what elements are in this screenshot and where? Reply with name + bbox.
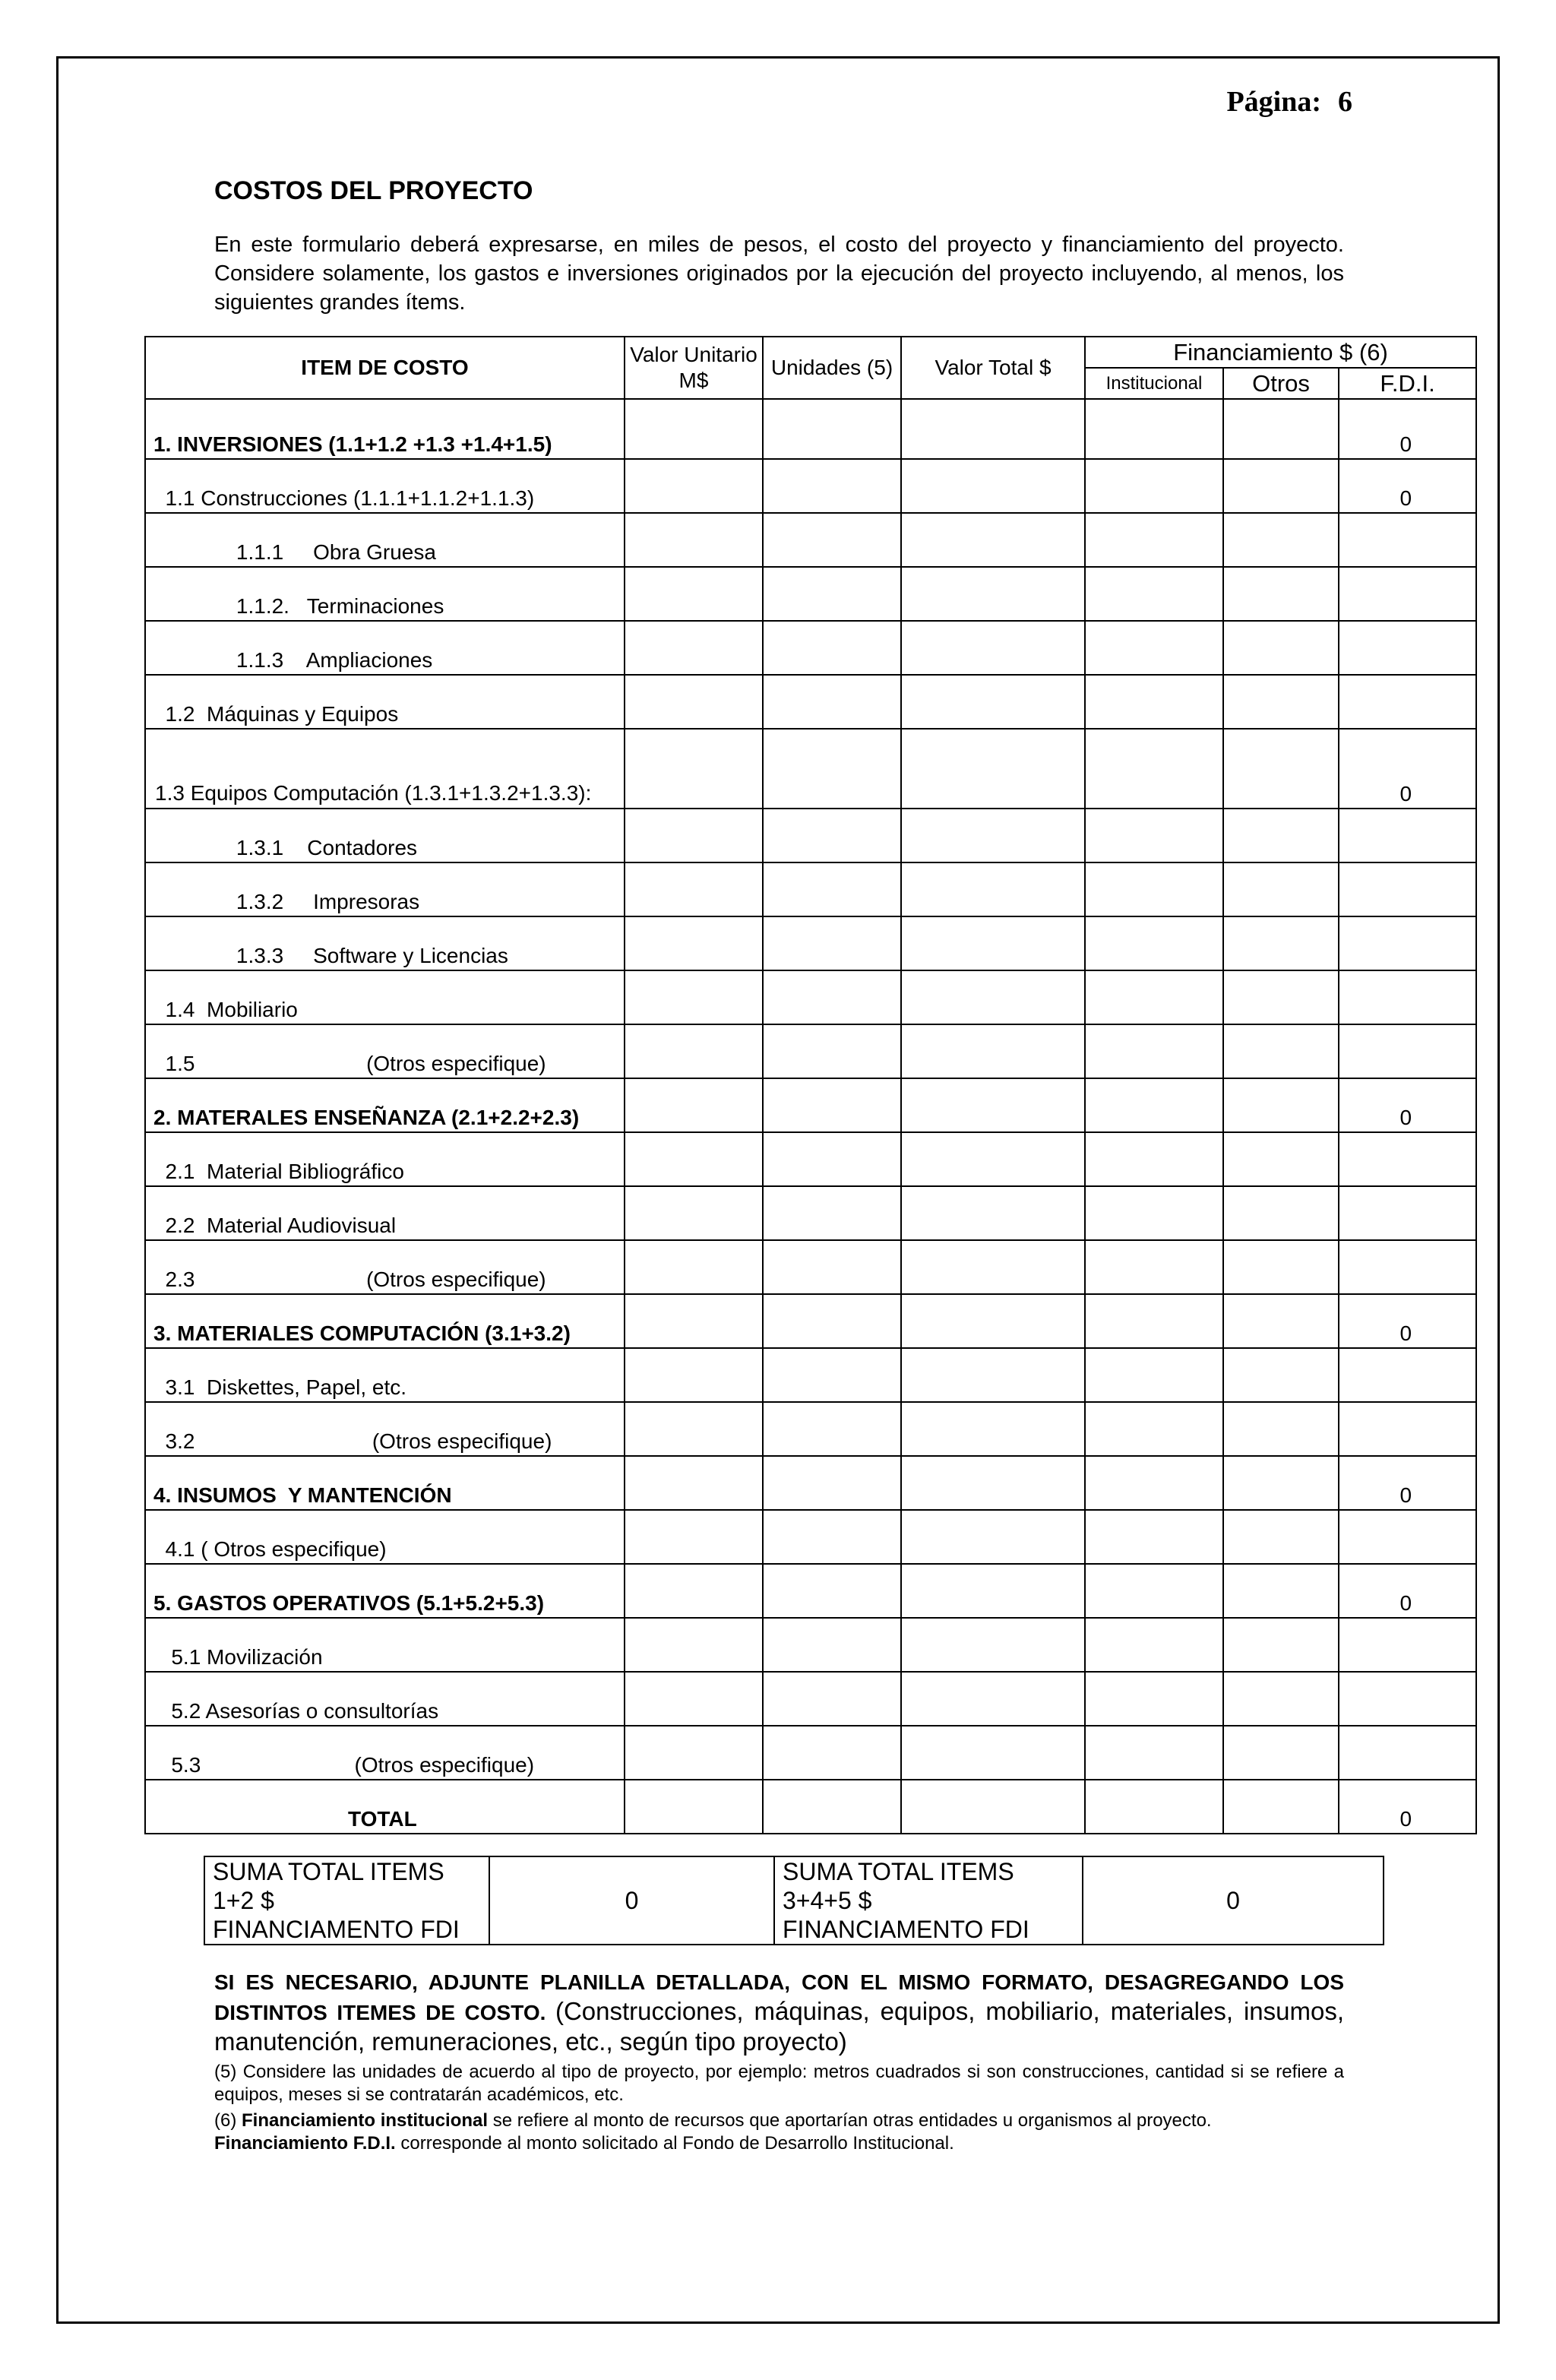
item-label: 4.1 ( Otros especifique) (145, 1510, 625, 1564)
table-row (145, 1402, 1476, 1456)
item-label: 1.3.3 Software y Licencias (145, 916, 625, 970)
table-row (145, 1186, 1476, 1240)
otros-cell[interactable] (1223, 916, 1339, 970)
header-valor-unitario: Valor Unitario M$ (625, 337, 763, 399)
valor-total-cell[interactable] (901, 916, 1085, 970)
fdi-cell[interactable]: 0 (1339, 1456, 1476, 1510)
table-row (145, 916, 1476, 970)
unidades-cell[interactable] (763, 1510, 901, 1564)
item-label: 5.1 Movilización (145, 1618, 625, 1672)
unidades-cell[interactable] (763, 1402, 901, 1456)
page-number-value: 6 (1338, 86, 1352, 118)
fdi-cell[interactable]: 0 (1339, 399, 1476, 459)
unidades-cell[interactable] (763, 1618, 901, 1672)
item-label: 2.3 (Otros especifique) (145, 1240, 625, 1294)
table-row (145, 1456, 1476, 1510)
valor-unitario-cell[interactable] (625, 1240, 763, 1294)
table-row (145, 1672, 1476, 1726)
institucional-cell[interactable] (1085, 1132, 1223, 1186)
institucional-cell[interactable] (1085, 513, 1223, 567)
valor-unitario-cell[interactable] (625, 459, 763, 513)
detail-instruction (214, 1968, 1344, 2058)
header-unidades: Unidades (5) (763, 337, 901, 399)
valor-total-cell[interactable] (901, 1564, 1085, 1618)
item-label: 1.1 Construcciones (1.1.1+1.1.2+1.1.3) (145, 459, 625, 513)
valor-unitario-cell[interactable] (625, 1456, 763, 1510)
table-row (145, 1564, 1476, 1618)
valor-total-cell[interactable] (901, 809, 1085, 862)
otros-cell[interactable] (1223, 1672, 1339, 1726)
valor-total-cell[interactable] (901, 1348, 1085, 1402)
valor-total-cell[interactable] (901, 862, 1085, 916)
table-row (145, 1078, 1476, 1132)
valor-total-cell[interactable] (901, 1078, 1085, 1132)
table-row (145, 675, 1476, 729)
valor-unitario-cell[interactable] (625, 1780, 763, 1834)
otros-cell[interactable] (1223, 1726, 1339, 1780)
unidades-cell[interactable] (763, 1564, 901, 1618)
item-label: 1.2 Máquinas y Equipos (145, 675, 625, 729)
institucional-cell[interactable] (1085, 1726, 1223, 1780)
unidades-cell[interactable] (763, 1672, 901, 1726)
fdi-cell[interactable] (1339, 513, 1476, 567)
institucional-cell[interactable] (1085, 1564, 1223, 1618)
fdi-cell[interactable] (1339, 675, 1476, 729)
cost-table (144, 336, 1477, 1834)
unidades-cell[interactable] (763, 1078, 901, 1132)
valor-total-cell[interactable] (901, 1726, 1085, 1780)
table-row (145, 567, 1476, 621)
header-otros: Otros (1223, 368, 1339, 399)
page-number (1226, 85, 1352, 119)
item-label: 1.1.2. Terminaciones (145, 567, 625, 621)
total-label: TOTAL (145, 1780, 625, 1834)
valor-unitario-cell[interactable] (625, 1186, 763, 1240)
item-label: 1.1.3 Ampliaciones (145, 621, 625, 675)
valor-unitario-cell[interactable] (625, 399, 763, 459)
valor-unitario-cell[interactable] (625, 1618, 763, 1672)
header-item-de-costo: ITEM DE COSTO (145, 337, 625, 399)
unidades-cell[interactable] (763, 1024, 901, 1078)
fdi-cell[interactable]: 0 (1339, 729, 1476, 809)
item-label: 2.1 Material Bibliográfico (145, 1132, 625, 1186)
otros-cell[interactable] (1223, 1186, 1339, 1240)
institucional-cell[interactable] (1085, 1618, 1223, 1672)
valor-unitario-cell[interactable] (625, 1510, 763, 1564)
valor-total-cell[interactable] (901, 729, 1085, 809)
summary-value-items-1-2: 0 (489, 1856, 774, 1945)
valor-unitario-cell[interactable] (625, 1078, 763, 1132)
otros-cell[interactable] (1223, 567, 1339, 621)
otros-cell[interactable] (1223, 621, 1339, 675)
fdi-cell[interactable] (1339, 1024, 1476, 1078)
summary-label-items-1-2: SUMA TOTAL ITEMS 1+2 $ FINANCIAMENTO FDI (204, 1856, 489, 1945)
valor-unitario-cell[interactable] (625, 513, 763, 567)
institucional-cell[interactable] (1085, 729, 1223, 809)
otros-cell[interactable] (1223, 862, 1339, 916)
item-label: 1.3.1 Contadores (145, 809, 625, 862)
otros-cell[interactable] (1223, 513, 1339, 567)
header-institucional: Institucional (1085, 368, 1223, 399)
table-row (145, 970, 1476, 1024)
item-label: 5. GASTOS OPERATIVOS (5.1+5.2+5.3) (145, 1564, 625, 1618)
institucional-cell[interactable] (1085, 1456, 1223, 1510)
otros-cell[interactable] (1223, 459, 1339, 513)
valor-unitario-cell[interactable] (625, 1348, 763, 1402)
valor-unitario-cell[interactable] (625, 1726, 763, 1780)
table-row (145, 621, 1476, 675)
table-row (145, 399, 1476, 459)
fdi-cell[interactable] (1339, 567, 1476, 621)
item-label: 1. INVERSIONES (1.1+1.2 +1.3 +1.4+1.5) (145, 399, 625, 459)
fdi-cell[interactable] (1339, 916, 1476, 970)
fdi-cell[interactable] (1339, 1672, 1476, 1726)
item-label: 2.2 Material Audiovisual (145, 1186, 625, 1240)
institucional-cell[interactable] (1085, 1672, 1223, 1726)
table-row (145, 809, 1476, 862)
header-fdi: F.D.I. (1339, 368, 1476, 399)
fdi-cell[interactable] (1339, 1726, 1476, 1780)
valor-total-cell[interactable] (901, 621, 1085, 675)
valor-total-cell[interactable] (901, 1456, 1085, 1510)
fdi-cell[interactable] (1339, 862, 1476, 916)
page-title: COSTOS DEL PROYECTO (214, 176, 533, 205)
institucional-cell[interactable] (1085, 1186, 1223, 1240)
institucional-cell[interactable] (1085, 399, 1223, 459)
table-row (145, 1726, 1476, 1780)
otros-cell[interactable] (1223, 1402, 1339, 1456)
otros-cell[interactable] (1223, 399, 1339, 459)
otros-cell[interactable] (1223, 1132, 1339, 1186)
unidades-cell[interactable] (763, 1186, 901, 1240)
table-row (145, 1510, 1476, 1564)
institucional-cell[interactable] (1085, 1024, 1223, 1078)
valor-unitario-cell[interactable] (625, 970, 763, 1024)
page-number-label: Página: (1226, 86, 1321, 118)
institucional-cell[interactable] (1085, 970, 1223, 1024)
fdi-cell[interactable] (1339, 809, 1476, 862)
fdi-cell[interactable] (1339, 1186, 1476, 1240)
note-6-bold: Financiamiento institucional (242, 2110, 489, 2131)
item-label: 1.4 Mobiliario (145, 970, 625, 1024)
fdi-cell[interactable] (1339, 1132, 1476, 1186)
valor-total-cell[interactable] (901, 1240, 1085, 1294)
valor-unitario-cell[interactable] (625, 729, 763, 809)
valor-total-cell[interactable] (901, 1618, 1085, 1672)
valor-unitario-cell[interactable] (625, 1024, 763, 1078)
item-label: 5.2 Asesorías o consultorías (145, 1672, 625, 1726)
unidades-cell[interactable] (763, 675, 901, 729)
table-row (145, 729, 1476, 809)
total-row (145, 1780, 1476, 1834)
valor-unitario-cell[interactable] (625, 567, 763, 621)
institucional-cell[interactable] (1085, 1510, 1223, 1564)
note-6-prefix: (6) (214, 2110, 237, 2131)
footnotes (214, 1968, 1344, 2155)
item-label: 1.3 Equipos Computación (1.3.1+1.3.2+1.3.3): (145, 729, 625, 809)
table-row (145, 1024, 1476, 1078)
fdi-cell[interactable]: 0 (1339, 459, 1476, 513)
unidades-cell[interactable] (763, 567, 901, 621)
unidades-cell[interactable] (763, 513, 901, 567)
fdi-cell[interactable]: 0 (1339, 1078, 1476, 1132)
otros-cell[interactable] (1223, 970, 1339, 1024)
header-valor-total: Valor Total $ (901, 337, 1085, 399)
item-label: 1.5 (Otros especifique) (145, 1024, 625, 1078)
unidades-cell[interactable] (763, 970, 901, 1024)
valor-total-cell[interactable] (901, 1402, 1085, 1456)
table-row (145, 1240, 1476, 1294)
note-5: (5) Considere las unidades de acuerdo al tipo de proyecto, por ejemplo: metros cuadrados si son construcciones, cantidad si se refiere a equipos, meses si se contratarán académicos, etc. (214, 2062, 1344, 2105)
institucional-cell[interactable] (1085, 621, 1223, 675)
valor-unitario-cell[interactable] (625, 916, 763, 970)
valor-total-cell[interactable] (901, 1132, 1085, 1186)
valor-total-cell[interactable] (901, 1294, 1085, 1348)
detail-instruction-text: (Construcciones, máquinas, equipos, mobiliario, materiales, insumos, manutención, remuneraciones, etc., según tipo proyecto) (214, 1997, 1345, 2056)
valor-total-cell[interactable] (901, 1186, 1085, 1240)
institucional-cell[interactable] (1085, 916, 1223, 970)
institucional-cell[interactable] (1085, 1294, 1223, 1348)
unidades-cell[interactable] (763, 916, 901, 970)
table-row (145, 1348, 1476, 1402)
otros-cell[interactable] (1223, 1078, 1339, 1132)
institucional-cell[interactable] (1085, 459, 1223, 513)
institucional-cell[interactable] (1085, 1078, 1223, 1132)
valor-total-cell[interactable] (901, 459, 1085, 513)
valor-unitario-cell[interactable] (625, 675, 763, 729)
note-6 (214, 2109, 1344, 2155)
otros-cell[interactable] (1223, 1348, 1339, 1402)
valor-total-cell[interactable] (901, 1780, 1085, 1834)
item-label: 5.3 (Otros especifique) (145, 1726, 625, 1780)
institucional-cell[interactable] (1085, 1240, 1223, 1294)
otros-cell[interactable] (1223, 1240, 1339, 1294)
valor-unitario-cell[interactable] (625, 1672, 763, 1726)
summary-row (204, 1856, 1384, 1945)
unidades-cell[interactable] (763, 1132, 901, 1186)
unidades-cell[interactable] (763, 621, 901, 675)
valor-total-cell[interactable] (901, 1024, 1085, 1078)
fdi-cell[interactable]: 0 (1339, 1564, 1476, 1618)
otros-cell[interactable] (1223, 1564, 1339, 1618)
table-row (145, 459, 1476, 513)
valor-total-cell[interactable] (901, 970, 1085, 1024)
detail-instruction-bold: SI ES NECESARIO, ADJUNTE PLANILLA DETALLADA, CON EL MISMO FORMATO, DESAGREGANDO LOS DISTINTOS ITEMES DE COSTO. (214, 1970, 1344, 2024)
valor-unitario-cell[interactable] (625, 621, 763, 675)
otros-cell[interactable] (1223, 1294, 1339, 1348)
valor-unitario-cell[interactable] (625, 809, 763, 862)
unidades-cell[interactable] (763, 862, 901, 916)
valor-unitario-cell[interactable] (625, 1294, 763, 1348)
valor-total-cell[interactable] (901, 567, 1085, 621)
item-label: 3.2 (Otros especifique) (145, 1402, 625, 1456)
note-7-bold: Financiamiento F.D.I. (214, 2133, 396, 2154)
otros-cell[interactable] (1223, 809, 1339, 862)
valor-total-cell[interactable] (901, 399, 1085, 459)
valor-unitario-cell[interactable] (625, 1132, 763, 1186)
table-row (145, 862, 1476, 916)
fdi-cell[interactable] (1339, 621, 1476, 675)
fdi-cell[interactable]: 0 (1339, 1294, 1476, 1348)
unidades-cell[interactable] (763, 399, 901, 459)
table-row (145, 513, 1476, 567)
otros-cell[interactable] (1223, 1510, 1339, 1564)
institucional-cell[interactable] (1085, 675, 1223, 729)
summary-value-items-3-4-5: 0 (1083, 1856, 1384, 1945)
unidades-cell[interactable] (763, 1348, 901, 1402)
item-label: 3. MATERIALES COMPUTACIÓN (3.1+3.2) (145, 1294, 625, 1348)
item-label: 3.1 Diskettes, Papel, etc. (145, 1348, 625, 1402)
valor-total-cell[interactable] (901, 675, 1085, 729)
institucional-cell[interactable] (1085, 862, 1223, 916)
summary-table (204, 1856, 1384, 1945)
fdi-cell[interactable] (1339, 1618, 1476, 1672)
intro-paragraph: En este formulario deberá expresarse, en miles de pesos, el costo del proyecto y financiamiento del proyecto. Considere solamente, los gastos e inversiones originados por la ejecución del proyecto incluyendo, al menos, los siguientes grandes ítems. (214, 233, 1344, 315)
otros-cell[interactable] (1223, 675, 1339, 729)
unidades-cell[interactable] (763, 1240, 901, 1294)
unidades-cell[interactable] (763, 729, 901, 809)
note-7-text: corresponde al monto solicitado al Fondo de Desarrollo Institucional. (400, 2133, 954, 2154)
valor-unitario-cell[interactable] (625, 1402, 763, 1456)
table-row (145, 1132, 1476, 1186)
fdi-cell[interactable] (1339, 1240, 1476, 1294)
institucional-cell[interactable] (1085, 809, 1223, 862)
table-row (145, 1294, 1476, 1348)
header-financiamiento: Financiamiento $ (6) (1085, 337, 1476, 368)
fdi-cell[interactable] (1339, 1402, 1476, 1456)
unidades-cell[interactable] (763, 1726, 901, 1780)
valor-total-cell[interactable] (901, 513, 1085, 567)
unidades-cell[interactable] (763, 1780, 901, 1834)
otros-cell[interactable] (1223, 1456, 1339, 1510)
institucional-cell[interactable] (1085, 1402, 1223, 1456)
unidades-cell[interactable] (763, 1294, 901, 1348)
unidades-cell[interactable] (763, 1456, 901, 1510)
fdi-cell[interactable] (1339, 1510, 1476, 1564)
fdi-cell[interactable] (1339, 1348, 1476, 1402)
otros-cell[interactable] (1223, 729, 1339, 809)
otros-cell[interactable] (1223, 1024, 1339, 1078)
valor-total-cell[interactable] (901, 1672, 1085, 1726)
item-label: 2. MATERALES ENSEÑANZA (2.1+2.2+2.3) (145, 1078, 625, 1132)
institucional-cell[interactable] (1085, 567, 1223, 621)
summary-label-items-3-4-5: SUMA TOTAL ITEMS 3+4+5 $ FINANCIAMENTO FDI (774, 1856, 1083, 1945)
unidades-cell[interactable] (763, 459, 901, 513)
valor-unitario-cell[interactable] (625, 1564, 763, 1618)
table-row (145, 1618, 1476, 1672)
valor-unitario-cell[interactable] (625, 862, 763, 916)
valor-total-cell[interactable] (901, 1510, 1085, 1564)
otros-cell[interactable] (1223, 1618, 1339, 1672)
item-label: 1.3.2 Impresoras (145, 862, 625, 916)
total-fdi-cell[interactable]: 0 (1339, 1780, 1476, 1834)
item-label: 4. INSUMOS Y MANTENCIÓN (145, 1456, 625, 1510)
otros-cell[interactable] (1223, 1780, 1339, 1834)
fdi-cell[interactable] (1339, 970, 1476, 1024)
item-label: 1.1.1 Obra Gruesa (145, 513, 625, 567)
unidades-cell[interactable] (763, 809, 901, 862)
note-6-text: se refiere al monto de recursos que aportarían otras entidades u organismos al proyecto. (492, 2110, 1212, 2131)
institucional-cell[interactable] (1085, 1348, 1223, 1402)
institucional-cell[interactable] (1085, 1780, 1223, 1834)
